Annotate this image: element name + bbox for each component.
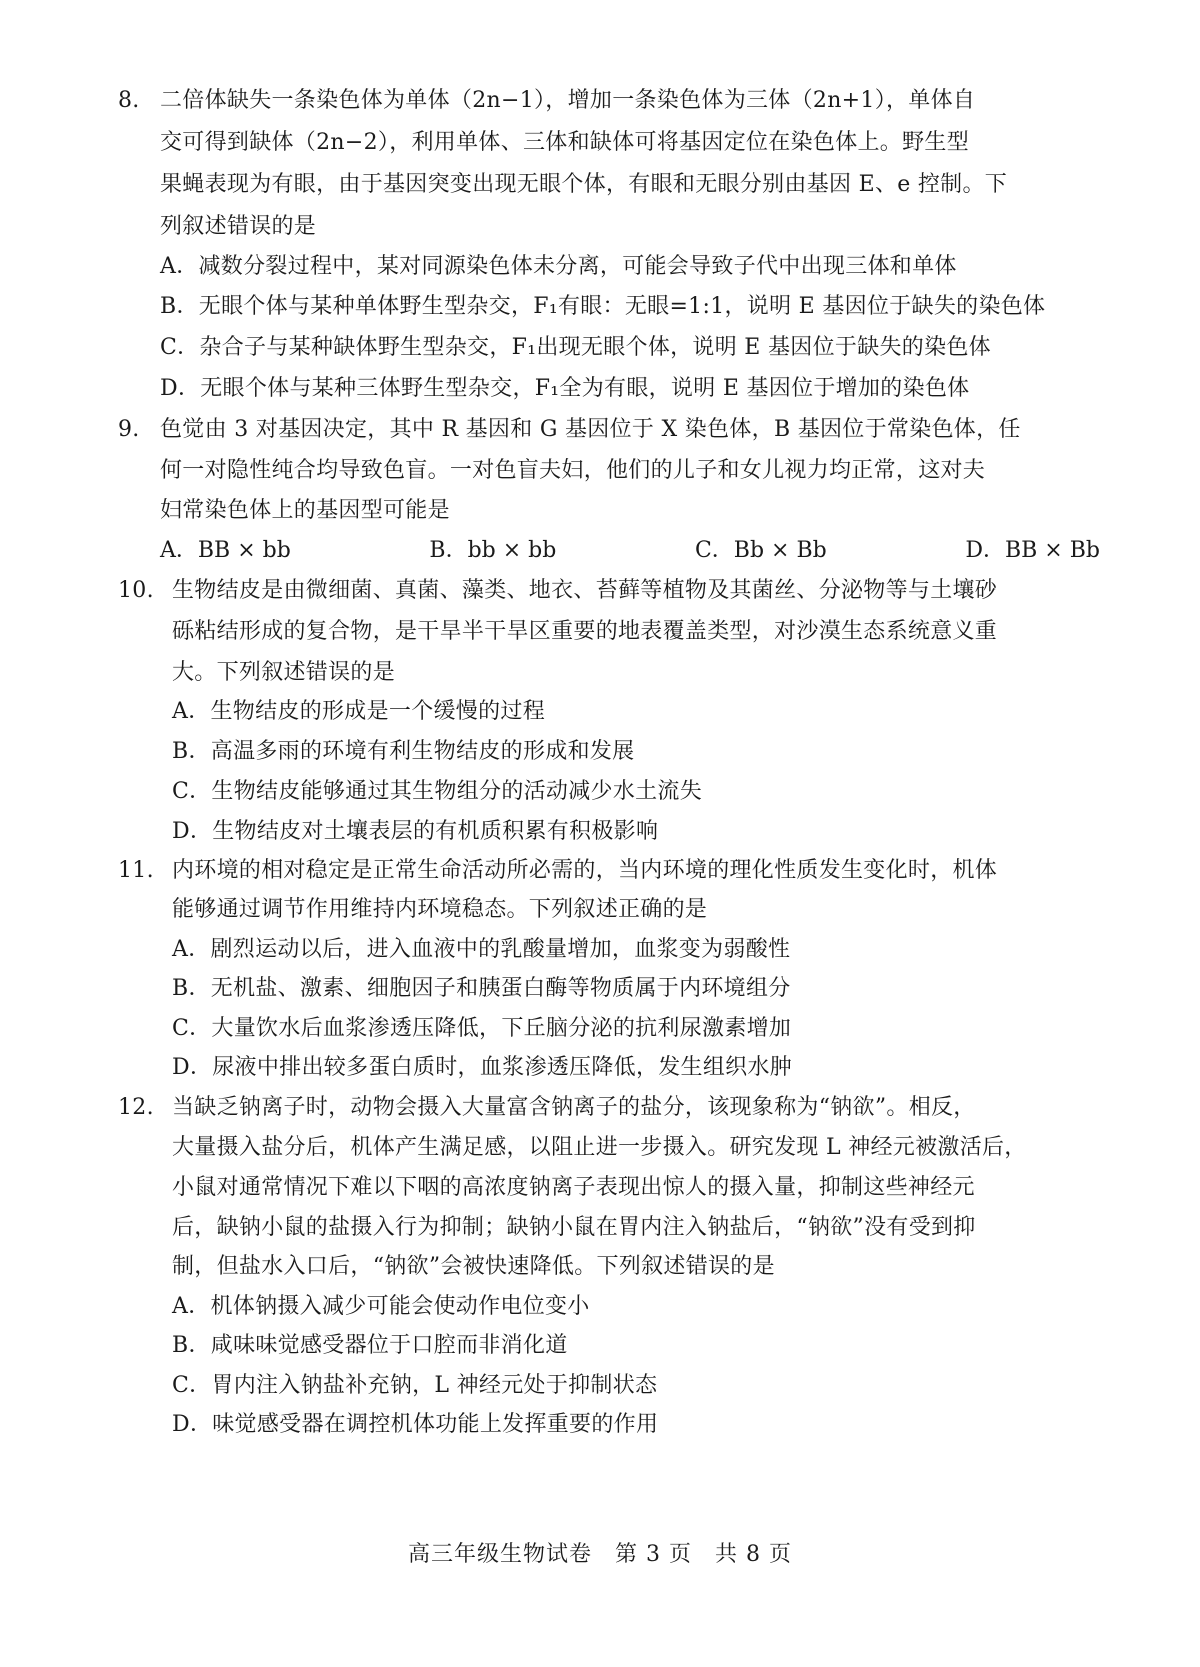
question-11-option-a: A．剧烈运动以后，进入血液中的乳酸量增加，血浆变为弱酸性: [172, 937, 791, 962]
question-12-line-4: 后，缺钠小鼠的盐摄入行为抑制；缺钠小鼠在胃内注入钠盐后，“钠欲”没有受到抑: [172, 1215, 976, 1240]
question-8-option-c: C．杂合子与某种缺体野生型杂交，F₁出现无眼个体，说明 E 基因位于缺失的染色体: [160, 335, 991, 360]
question-10-line-3: 大。下列叙述错误的是: [172, 660, 396, 685]
question-10-line-2: 砾粘结形成的复合物，是干旱半干旱区重要的地表覆盖类型，对沙漠生态系统意义重: [172, 619, 998, 644]
question-11-line-2: 能够通过调节作用维持内环境稳态。下列叙述正确的是: [172, 897, 708, 922]
question-8-line-1: 二倍体缺失一条染色体为单体（2n−1），增加一条染色体为三体（2n+1），单体自: [160, 88, 976, 113]
question-8-number: 8.: [118, 88, 140, 113]
question-8-option-a: A．减数分裂过程中，某对同源染色体未分离，可能会导致子代中出现三体和单体: [160, 254, 957, 279]
question-10-option-c: C．生物结皮能够通过其生物组分的活动减少水土流失: [172, 779, 703, 804]
question-12-option-b: B．咸味味觉感受器位于口腔而非消化道: [172, 1333, 568, 1358]
question-9-options: [160, 536, 1100, 566]
question-12-line-2: 大量摄入盐分后，机体产生满足感，以阻止进一步摄入。研究发现 L 神经元被激活后，: [172, 1135, 1027, 1160]
question-12-option-c: C．胃内注入钠盐补充钠，L 神经元处于抑制状态: [172, 1373, 658, 1398]
page-footer: 高三年级生物试卷 第 3 页 共 8 页: [408, 1542, 792, 1567]
question-12-number: 12.: [118, 1095, 154, 1120]
question-9-option-a: A．BB × bb: [160, 538, 291, 563]
question-9-option-d: D．BB × Bb: [965, 538, 1100, 563]
question-8-option-d: D．无眼个体与某种三体野生型杂交，F₁全为有眼，说明 E 基因位于增加的染色体: [160, 376, 970, 401]
question-10-option-b: B．高温多雨的环境有利生物结皮的形成和发展: [172, 739, 635, 764]
question-11-number: 11.: [118, 858, 154, 883]
question-12-line-1: 当缺乏钠离子时，动物会摄入大量富含钠离子的盐分，该现象称为“钠欲”。相反，: [172, 1095, 976, 1120]
question-12-option-d: D．味觉感受器在调控机体功能上发挥重要的作用: [172, 1412, 659, 1437]
question-11-line-1: 内环境的相对稳定是正常生命活动所必需的，当内环境的理化性质发生变化时，机体: [172, 858, 998, 883]
question-11-option-b: B．无机盐、激素、细胞因子和胰蛋白酶等物质属于内环境组分: [172, 976, 791, 1001]
question-8-line-4: 列叙述错误的是: [160, 214, 317, 239]
question-11-option-d: D．尿液中排出较多蛋白质时，血浆渗透压降低，发生组织水肿: [172, 1055, 793, 1080]
question-10-line-1: 生物结皮是由微细菌、真菌、藻类、地衣、苔藓等植物及其菌丝、分泌物等与土壤砂: [172, 578, 998, 603]
question-10-option-d: D．生物结皮对土壤表层的有机质积累有积极影响: [172, 819, 659, 844]
question-10-option-a: A．生物结皮的形成是一个缓慢的过程: [172, 699, 545, 724]
question-12-line-5: 制，但盐水入口后，“钠欲”会被快速降低。下列叙述错误的是: [172, 1254, 775, 1279]
question-9-line-1: 色觉由 3 对基因决定，其中 R 基因和 G 基因位于 X 染色体，B 基因位于常染色体，任: [160, 417, 1021, 442]
question-9-option-b: B．bb × bb: [429, 538, 557, 563]
question-12-line-3: 小鼠对通常情况下难以下咽的高浓度钠离子表现出惊人的摄入量，抑制这些神经元: [172, 1175, 975, 1200]
question-8-line-2: 交可得到缺体（2n−2），利用单体、三体和缺体可将基因定位在染色体上。野生型: [160, 130, 969, 155]
question-12-option-a: A．机体钠摄入减少可能会使动作电位变小: [172, 1294, 590, 1319]
question-10-number: 10.: [118, 578, 154, 603]
question-9-line-2: 何一对隐性纯合均导致色盲。一对色盲夫妇，他们的儿子和女儿视力均正常，这对夫: [160, 458, 986, 483]
question-9-number: 9.: [118, 417, 140, 442]
question-9-option-c: C．Bb × Bb: [694, 538, 827, 563]
question-8-line-3: 果蝇表现为有眼，由于基因突变出现无眼个体，有眼和无眼分别由基因 E、e 控制。下: [160, 172, 1008, 197]
question-9-line-3: 妇常染色体上的基因型可能是: [160, 498, 450, 523]
question-8-option-b: B．无眼个体与某种单体野生型杂交，F₁有眼：无眼=1:1，说明 E 基因位于缺失的染色体: [160, 294, 1046, 319]
question-11-option-c: C．大量饮水后血浆渗透压降低，下丘脑分泌的抗利尿激素增加: [172, 1016, 792, 1041]
